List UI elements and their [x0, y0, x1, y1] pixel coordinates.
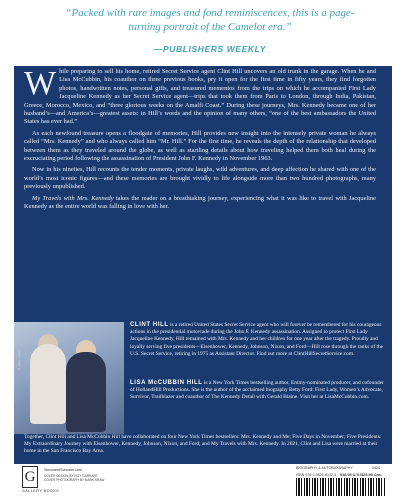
drop-cap: W — [24, 65, 57, 102]
author-photo-figure — [30, 344, 66, 424]
book-category: BIOGRAPHY & AUTOBIOGRAPHY — [296, 466, 353, 470]
author-name: CLINT HILL — [130, 322, 169, 328]
price: $18.99 U.S./$25.99 Can. — [340, 473, 383, 477]
cover-credits: COVER DESIGN BY ROY GARHART COVER PHOTOGRAPH BY MARK SHAW — [44, 474, 105, 483]
description-paragraph-2: As each newfound treasure opens a floodgate of memories, Hill provides new insight into the intensely private woman he always called “Mrs. Kennedy” and who always called him “Mr. Hill.” For the first time, he reveals the depth of the relationship that developed between them as they traveled around the globe, as well as startling details about how traveling helped them both heal during the excruciating period following the assassination of President John F. Kennedy in November 1963. — [24, 129, 376, 163]
description-paragraph-4-text: takes the reader on a breathtaking journey, experiencing what it was like to travel with Jacqueline Kennedy as the entire world was falling in love with her. — [24, 194, 376, 211]
category-code: 0424 — [372, 466, 380, 470]
publisher-logo: G — [22, 466, 38, 488]
publisher-name: GALLERY BOOKS — [22, 489, 60, 493]
book-description — [24, 65, 376, 215]
author-bio-text: is a retired United States Secret Service agent who will forever be remembered for his courageous actions in the presidential motorcade during the John F. Kennedy assassination. Assigned to protect First Lady Jacqueline Kennedy, Hill remained with Mrs. Kennedy and her children for one year after the tragedy. Proudly and loyally serving five presidents—Eisenhower, Kennedy, Johnson, Nixon, and Ford—Hill rose through the ranks of the U.S. Secret Service, retiring in 1975 as Assistant Director. Find out more at ClintHillSecretService.com. — [130, 322, 384, 357]
photo-credit: © photo credit — [17, 351, 21, 370]
author-name: LISA McCUBBIN HILL — [130, 380, 203, 386]
description-paragraph-4 — [24, 195, 376, 212]
description-paragraph-1: hile preparing to sell his home, retired Secret Service agent Clint Hill uncovers an old trunk in the garage. When he and Lisa McCubbin, his coauthor on three previous books, pry it open for the first time in fifty years, they find forgotten photos, handwritten notes, personal gifts, and treasured mementos from the trips on which he accompanied First Lady Jacqueline Kennedy as her Secret Service agent—trips that took them from Paris to London, through India, Pakistan, Greece, Morocco, Mexico, and “three glorious weeks on the Amalfi Coast.” During these journeys, Mrs. Kennedy became one of her husband’s—and America’s—greatest assets: in Hill’s words and the opinion of many others, “one of the best ambassadors the United States has ever had.” — [24, 68, 376, 126]
barcode — [296, 478, 386, 496]
isbn: ISBN 978-1-9821-8132-3 — [296, 473, 337, 477]
author-bio-lisa-mccubbin-hill — [130, 380, 386, 402]
author-bio-clint-hill — [130, 322, 386, 358]
book-title-inline: My Travels with Mrs. Kennedy — [32, 194, 114, 202]
author-bio-text: is a New York Times bestselling author, Emmy-nominated producer, and cofounder of HollandHill Productions. She is the author of the acclaimed biography Betty Ford: First Lady, Women’s Advocate, Survivor, Trailblazer and coauthor of The Kennedy Detail with Gerald Blaine. Visit her at LisaMcCubbin.com. — [130, 380, 384, 401]
author-photo — [14, 322, 124, 434]
review-attribution: —PUBLISHERS WEEKLY — [153, 44, 267, 54]
description-paragraph-3: Now in his nineties, Hill recounts the tender moments, private laughs, wild adventures, and deep affection he shared with one of the world’s most iconic figures—and these memories are brought vividly to life alongside more than two hundred photographs, many previously unpublished. — [24, 166, 376, 191]
review-quote: “Packed with rare images and fond reminiscences, this is a page-turning portrait of the Camelot era.” — [65, 7, 355, 33]
joint-bio: Together, Clint Hill and Lisa McCubbin Hill have collaborated on four New York Times bestsellers: Mrs. Kennedy and Me; Five Days in November; Five Presidents: My Extraordinary Journey with Eisenhower, Kennedy, Johnson, Nixon, and Ford; and My Travels with Mrs. Kennedy. In 2021, Clint and Lisa were married at their home in the San Francisco Bay Area. — [24, 434, 382, 455]
publisher-website: SimonandSchuster.com — [44, 468, 82, 472]
author-photo-figure — [66, 352, 106, 432]
